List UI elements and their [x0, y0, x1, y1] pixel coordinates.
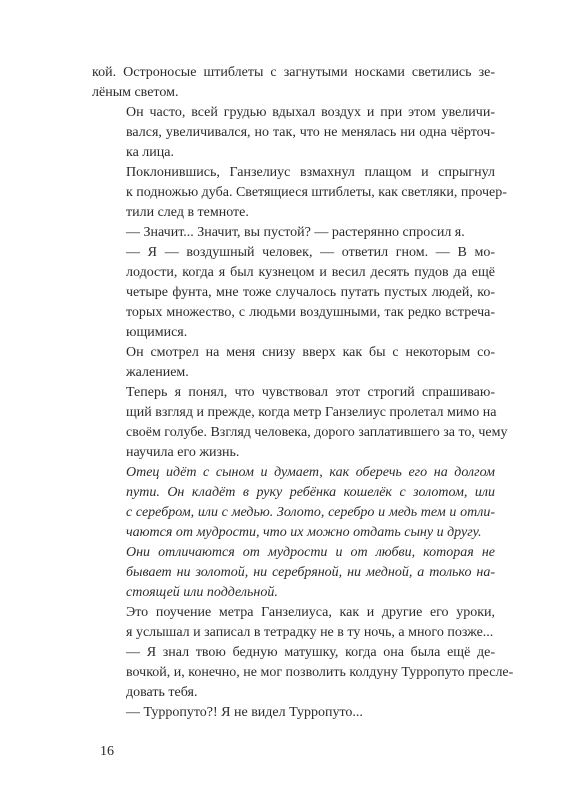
text-line: тили след в темноте.	[126, 205, 249, 220]
text-line: ющимися.	[126, 325, 188, 340]
text-line: довать тебя.	[126, 685, 198, 700]
text-line: Он часто, всей грудью вдыхал воздух и при этом увеличи-	[126, 105, 495, 120]
text-line: жалением.	[126, 365, 189, 380]
text-line: я услышал и записал в тетрадку не в ту ночь, а много позже...	[126, 625, 494, 640]
text-line: Они отличаются от мудрости и от любви, которая не	[126, 545, 495, 560]
page-number: 16	[100, 744, 114, 759]
text-line: — Турропуто?! Я не видел Турропуто...	[126, 705, 363, 720]
text-line: четыре фунта, мне тоже случалось путать пустых людей, ко-	[126, 285, 495, 300]
paragraph	[92, 343, 495, 383]
text-line: кой. Остроносые штиблеты с загнутыми носками светились зе-	[92, 65, 495, 80]
text-line: Отец идёт с сыном и думает, как оберечь его на долгом	[126, 465, 495, 480]
text-line: стоящей или поддельной.	[126, 585, 278, 600]
text-line: Поклонившись, Ганзелиус взмахнул плащом и спрыгнул	[126, 165, 495, 180]
text-line: лёным светом.	[92, 85, 179, 100]
text-line: — Значит... Значит, вы пустой? — растерянно спросил я.	[126, 225, 465, 240]
text-line: к подножью дуба. Светящиеся штиблеты, как светляки, прочер-	[126, 185, 507, 200]
text-line: Он смотрел на меня снизу вверх как бы с некоторым со-	[126, 345, 495, 360]
text-line: вочкой, и, конечно, не мог позволить колдуну Турропуто пресле-	[126, 665, 514, 680]
text-line: Это поучение метра Ганзелиуса, как и другие его уроки,	[126, 605, 495, 620]
paragraph	[92, 643, 514, 703]
paragraph	[92, 383, 508, 463]
text-line: Теперь я понял, что чувствовал этот строгий спрашиваю-	[126, 385, 495, 400]
paragraph	[92, 163, 507, 223]
paragraph	[92, 703, 495, 723]
paragraph	[92, 543, 495, 603]
text-line: — Я — воздушный человек, — ответил гном. — В мо-	[126, 245, 495, 260]
paragraph	[92, 243, 495, 343]
paragraph	[92, 103, 495, 163]
text-line: щий взгляд и прежде, когда метр Ганзелиус пролетал мимо на	[126, 405, 497, 420]
paragraph	[92, 603, 495, 643]
text-line: торых множество, с людьми воздушными, так редко встреча-	[126, 305, 495, 320]
text-line: бывает ни золотой, ни серебряной, ни медной, а только на-	[126, 565, 495, 580]
text-line: своём голубе. Взгляд человека, дорого заплатившего за то, чему	[126, 425, 508, 440]
text-line: ка лица.	[126, 145, 174, 160]
text-line: пути. Он кладёт в руку ребёнка кошелёк с золотом, или	[126, 485, 495, 500]
paragraph	[92, 63, 495, 103]
text-line: чаются от мудрости, что их можно отдать сыну и другу.	[126, 525, 482, 540]
paragraph	[92, 223, 495, 243]
text-line: научила его жизнь.	[126, 445, 240, 460]
text-line: — Я знал твою бедную матушку, когда она была ещё де-	[126, 645, 495, 660]
text-line: лодости, когда я был кузнецом и весил десять пудов да ещё	[126, 265, 495, 280]
body-text	[92, 63, 514, 723]
text-line: вался, увеличивался, но так, что не менялась ни одна чёрточ-	[126, 125, 495, 140]
text-line: с серебром, или с медью. Золото, серебро и медь тем и отли-	[126, 505, 495, 520]
paragraph	[92, 463, 495, 543]
